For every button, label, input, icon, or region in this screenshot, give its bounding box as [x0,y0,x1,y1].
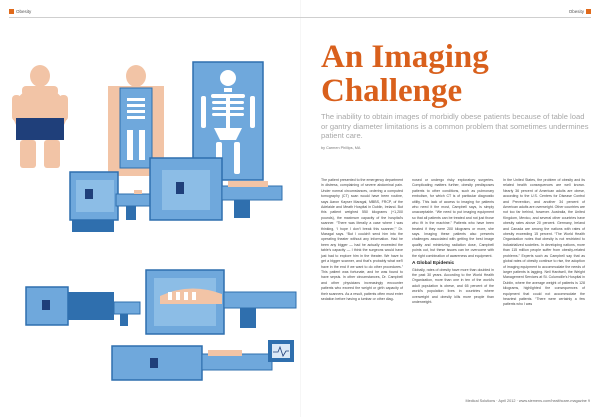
title-line-2: Challenge [321,73,463,109]
text-column-2 [412,178,494,305]
title-line-1: An Imaging [321,39,489,75]
figure-plain-body [12,65,68,168]
column-1-text: The patient presented to the emergency department in distress, complaining of severe abdominal pain. Under normal circumstances, ordering a computed tomography (CT) scan would have been routine, says Aaron Kayser Maragal, MBBS, FRCP, of the Adelaide and Meath Hospital in Dublin, Ireland. But this patient weighed 550 kilograms (+1,200 pounds), the maximum capacity of the hospital's scanner. “There was literally a case where I was thinking, ‘I hope I don't break this scanner,’” Dr. Maragal says. “But I couldn't send him into the operating theater without any information. Had he been any bigger — had he actually exceeded the table's capacity — I think the surgeons would have just had to explore him in the theater. We have to get a bigger scanner, and that's probably what we'll have in the end if we want to do other procedures.” This patient was fortunate, and he was found to have sepsis. In other circumstances, Dr. Campbell and other physicians increasingly encounter patients who exceed the weight or girth capacity of their scanners. As a result, patients often must enter sedation before having a lumbar or other diag- [321,178,403,301]
column-2-text-b: Globally, rates of obesity have more than doubled in the past 30 years. According to the World Health Organization, more than one in ten of the world's adult population is obese, and 65 percent of the world's population lives in countries where overweight and obesity kills more people than underweight. [412,267,494,304]
article-byline: by Carmen Phillips, MA [321,146,361,150]
article-title [321,40,581,108]
section-marker-icon [586,9,591,14]
section-header-right [569,9,591,14]
column-3-text: In the United States, the problem of obesity and its related health consequences are well known. Nearly 36 percent of American adults are obese, according to the U.S. Centers for Disease Control and Prevention, and another 34 percent of American adults are overweight. Other countries are not too far behind, however. Australia, the United Kingdom, Mexico, and several other countries have obesity rates above 20 percent. Germany, Ireland and Canada are among the nations with rates of obesity exceeding 15 percent. “The World Health Organization notes that obesity is not restricted to industrialized societies. In developing nations, more than 115 million people suffer from obesity-related problems.” Experts such as Campbell say that as global rates of obesity continue to rise, the adoption of imaging equipment to accommodate the needs of larger patients is lagging. Neil Hardwell, the Weight Management Services at St. Columcille's Hospital in Dublin, where the average weight of patients is 128 kilograms, highlighted the consequences of equipment that could not accommodate the heaviest patients. “There were certainly a few patients who I was [503,178,586,307]
footer-text: Medical Solutions · April 2012 · www.siemens.com/healthcare-magazine [465,399,587,403]
column-2-text: nosed or undergo risky exploratory surgeries. Complicating matters further, obesity predisposes patients to other conditions, such as pulmonary embolism, for which CT is of particular diagnostic utility. This lack of access to imaging for patients who need it the most, Campbell says, is simply unacceptable. “We need to put imaging equipment so that all patients can be treated and not just those who fit in the machine.” Patients who have been treated if they were 200 kilograms or more, she says. Imaging these patients also presents challenges associated with getting the best image quality and minimizing radiation dose, Campbell points out, but these issues can be overcome with the right combination of awareness and equipment. [412,178,494,258]
text-column-1 [321,178,403,302]
section-label: Obesity [568,9,584,14]
article-dek: The inability to obtain images of morbidly obese patients because of table load or gantry diameter limitations is a common problem that sometimes undermines patient care. [321,112,589,141]
ct-scanner-5 [112,340,294,380]
ct-scanner-4 [146,270,296,334]
section-label: Obesity [16,9,32,14]
text-column-3 [503,178,585,308]
page-number: 9 [587,399,590,403]
page-gutter-shadow [300,0,301,417]
ct-scanner-3 [26,287,140,326]
page-footer [465,399,590,403]
subheading-global-epidemic: A Global Epidemic [412,261,455,267]
ct-scanner-1 [70,172,160,232]
